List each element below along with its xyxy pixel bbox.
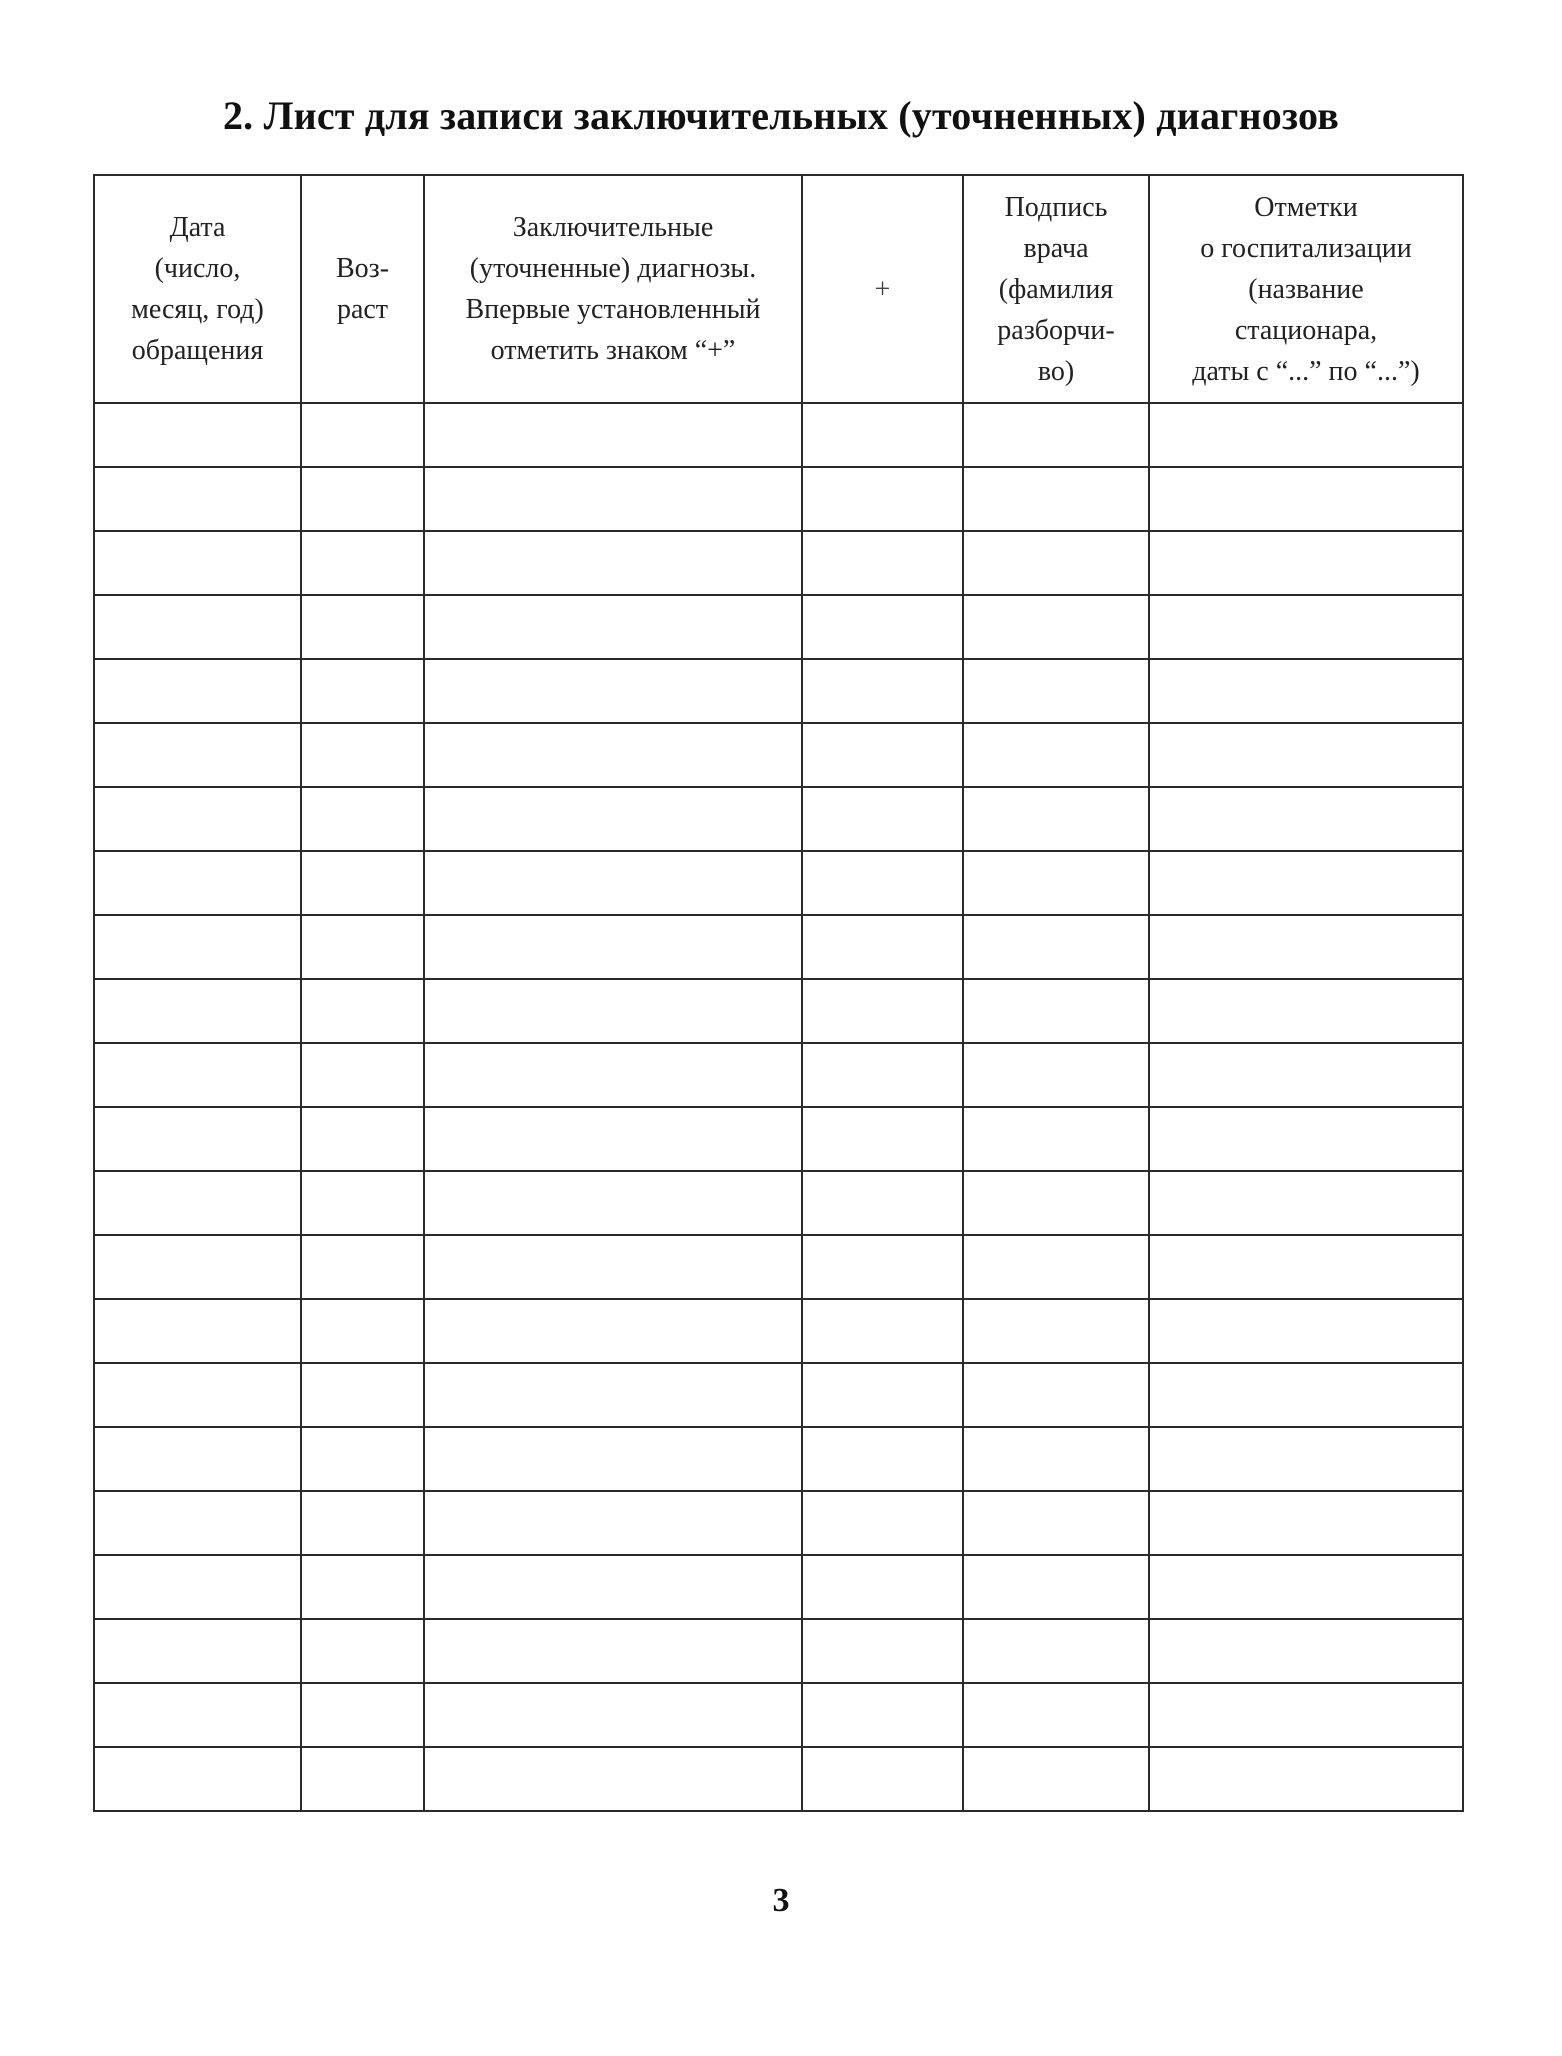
table-row — [94, 1747, 1463, 1811]
table-cell-date[interactable] — [94, 531, 301, 595]
table-row — [94, 1619, 1463, 1683]
table-cell-date[interactable] — [94, 1299, 301, 1363]
table-cell-signature[interactable] — [963, 851, 1149, 915]
table-cell-age[interactable] — [301, 659, 424, 723]
table-row — [94, 1555, 1463, 1619]
table-cell-age[interactable] — [301, 723, 424, 787]
table-cell-age[interactable] — [301, 1491, 424, 1555]
table-cell-hospitalization[interactable] — [1149, 1299, 1463, 1363]
page-title: 2. Лист для записи заключительных (уточненных) диагнозов — [222, 93, 1340, 138]
table-cell-date[interactable] — [94, 723, 301, 787]
table-header-row — [94, 175, 1463, 403]
table-row — [94, 1683, 1463, 1747]
table-cell-plus[interactable] — [802, 979, 963, 1043]
table-cell-diagnoses[interactable] — [424, 1043, 802, 1107]
table-cell-hospitalization[interactable] — [1149, 915, 1463, 979]
table-cell-plus[interactable] — [802, 1235, 963, 1299]
table-row — [94, 595, 1463, 659]
table-cell-hospitalization[interactable] — [1149, 1107, 1463, 1171]
table-cell-hospitalization[interactable] — [1149, 1747, 1463, 1811]
table-cell-age[interactable] — [301, 1555, 424, 1619]
table-cell-signature[interactable] — [963, 1491, 1149, 1555]
table-row — [94, 979, 1463, 1043]
table-cell-diagnoses[interactable] — [424, 531, 802, 595]
table-cell-hospitalization[interactable] — [1149, 979, 1463, 1043]
table-cell-signature[interactable] — [963, 1747, 1149, 1811]
table-cell-hospitalization[interactable] — [1149, 595, 1463, 659]
table-cell-age[interactable] — [301, 979, 424, 1043]
table-cell-age[interactable] — [301, 467, 424, 531]
table-cell-diagnoses[interactable] — [424, 1427, 802, 1491]
table-cell-hospitalization[interactable] — [1149, 1683, 1463, 1747]
table-cell-date[interactable] — [94, 1171, 301, 1235]
table-cell-date[interactable] — [94, 1747, 301, 1811]
column-header-plus: + — [802, 175, 963, 403]
table-cell-hospitalization[interactable] — [1149, 659, 1463, 723]
table-cell-diagnoses[interactable] — [424, 467, 802, 531]
table-cell-signature[interactable] — [963, 1299, 1149, 1363]
table-cell-plus[interactable] — [802, 915, 963, 979]
table-cell-date[interactable] — [94, 403, 301, 467]
table-row — [94, 851, 1463, 915]
table-cell-age[interactable] — [301, 1043, 424, 1107]
table-row — [94, 787, 1463, 851]
column-header-hospitalization: Отметки о госпитализации (название стационара, даты с “...” по “...”) — [1149, 175, 1463, 403]
table-cell-plus[interactable] — [802, 1171, 963, 1235]
table-cell-plus[interactable] — [802, 1363, 963, 1427]
table-row — [94, 1235, 1463, 1299]
table-cell-signature[interactable] — [963, 1043, 1149, 1107]
table-cell-plus[interactable] — [802, 1427, 963, 1491]
table-cell-diagnoses[interactable] — [424, 1171, 802, 1235]
table-cell-hospitalization[interactable] — [1149, 1363, 1463, 1427]
table-cell-date[interactable] — [94, 787, 301, 851]
table-cell-date[interactable] — [94, 1235, 301, 1299]
table-cell-age[interactable] — [301, 1619, 424, 1683]
table-row — [94, 1107, 1463, 1171]
table-cell-date[interactable] — [94, 1043, 301, 1107]
table-cell-date[interactable] — [94, 467, 301, 531]
table-row — [94, 915, 1463, 979]
table-cell-diagnoses[interactable] — [424, 1299, 802, 1363]
table-cell-signature[interactable] — [963, 787, 1149, 851]
table-cell-diagnoses[interactable] — [424, 1747, 802, 1811]
table-cell-plus[interactable] — [802, 1619, 963, 1683]
table-row — [94, 1299, 1463, 1363]
table-cell-signature[interactable] — [963, 1107, 1149, 1171]
table-cell-diagnoses[interactable] — [424, 659, 802, 723]
table-cell-signature[interactable] — [963, 1555, 1149, 1619]
table-cell-date[interactable] — [94, 851, 301, 915]
table-cell-diagnoses[interactable] — [424, 595, 802, 659]
table-cell-age[interactable] — [301, 403, 424, 467]
table-cell-age[interactable] — [301, 1171, 424, 1235]
table-cell-age[interactable] — [301, 1363, 424, 1427]
table-cell-diagnoses[interactable] — [424, 1491, 802, 1555]
table-cell-plus[interactable] — [802, 467, 963, 531]
table-cell-diagnoses[interactable] — [424, 723, 802, 787]
table-row — [94, 403, 1463, 467]
table-cell-plus[interactable] — [802, 1683, 963, 1747]
table-cell-diagnoses[interactable] — [424, 1683, 802, 1747]
table-cell-plus[interactable] — [802, 723, 963, 787]
table-cell-signature[interactable] — [963, 1683, 1149, 1747]
table-cell-hospitalization[interactable] — [1149, 1043, 1463, 1107]
table-cell-diagnoses[interactable] — [424, 851, 802, 915]
table-cell-diagnoses[interactable] — [424, 1555, 802, 1619]
table-row — [94, 1171, 1463, 1235]
table-cell-date[interactable] — [94, 659, 301, 723]
table-cell-signature[interactable] — [963, 1619, 1149, 1683]
table-cell-hospitalization[interactable] — [1149, 467, 1463, 531]
table-cell-diagnoses[interactable] — [424, 1363, 802, 1427]
column-header-age: Воз- раст — [301, 175, 424, 403]
table-cell-signature[interactable] — [963, 915, 1149, 979]
column-header-signature: Подпись врача (фамилия разборчи- во) — [963, 175, 1149, 403]
table-cell-diagnoses[interactable] — [424, 1235, 802, 1299]
table-cell-age[interactable] — [301, 595, 424, 659]
table-cell-hospitalization[interactable] — [1149, 1235, 1463, 1299]
table-cell-age[interactable] — [301, 1747, 424, 1811]
table-cell-signature[interactable] — [963, 1171, 1149, 1235]
table-cell-signature[interactable] — [963, 1235, 1149, 1299]
table-cell-diagnoses[interactable] — [424, 915, 802, 979]
table-cell-date[interactable] — [94, 1363, 301, 1427]
table-cell-age[interactable] — [301, 787, 424, 851]
table-cell-plus[interactable] — [802, 595, 963, 659]
table-cell-signature[interactable] — [963, 723, 1149, 787]
table-cell-signature[interactable] — [963, 659, 1149, 723]
table-cell-date[interactable] — [94, 1619, 301, 1683]
table-cell-diagnoses[interactable] — [424, 1619, 802, 1683]
diagnoses-table — [93, 174, 1464, 1812]
table-row — [94, 1363, 1463, 1427]
column-header-diagnoses: Заключительные (уточненные) диагнозы. Впервые установленный отметить знаком “+” — [424, 175, 802, 403]
table-cell-plus[interactable] — [802, 1555, 963, 1619]
table-cell-date[interactable] — [94, 1107, 301, 1171]
table-row — [94, 467, 1463, 531]
table-cell-age[interactable] — [301, 1107, 424, 1171]
table-cell-date[interactable] — [94, 1491, 301, 1555]
table-cell-date[interactable] — [94, 979, 301, 1043]
table-body — [94, 403, 1463, 1811]
table-cell-plus[interactable] — [802, 659, 963, 723]
table-cell-age[interactable] — [301, 531, 424, 595]
table-cell-plus[interactable] — [802, 787, 963, 851]
table-cell-diagnoses[interactable] — [424, 979, 802, 1043]
page-number: 3 — [772, 1882, 790, 1919]
table-cell-plus[interactable] — [802, 531, 963, 595]
table-cell-hospitalization[interactable] — [1149, 1427, 1463, 1491]
table-cell-age[interactable] — [301, 1299, 424, 1363]
table-cell-date[interactable] — [94, 1683, 301, 1747]
table-cell-signature[interactable] — [963, 403, 1149, 467]
table-cell-hospitalization[interactable] — [1149, 531, 1463, 595]
table-cell-date[interactable] — [94, 595, 301, 659]
table-cell-diagnoses[interactable] — [424, 787, 802, 851]
table-row — [94, 723, 1463, 787]
table-cell-plus[interactable] — [802, 1107, 963, 1171]
table-cell-signature[interactable] — [963, 979, 1149, 1043]
table-cell-hospitalization[interactable] — [1149, 1555, 1463, 1619]
table-cell-signature[interactable] — [963, 1363, 1149, 1427]
table-cell-age[interactable] — [301, 1427, 424, 1491]
table-row — [94, 1043, 1463, 1107]
table-cell-hospitalization[interactable] — [1149, 1171, 1463, 1235]
table-cell-age[interactable] — [301, 1683, 424, 1747]
table-row — [94, 531, 1463, 595]
table-cell-plus[interactable] — [802, 1299, 963, 1363]
table-cell-date[interactable] — [94, 915, 301, 979]
table-row — [94, 1427, 1463, 1491]
table-cell-date[interactable] — [94, 1555, 301, 1619]
table-row — [94, 659, 1463, 723]
table-cell-plus[interactable] — [802, 851, 963, 915]
table-cell-age[interactable] — [301, 1235, 424, 1299]
table-cell-hospitalization[interactable] — [1149, 723, 1463, 787]
table-cell-diagnoses[interactable] — [424, 403, 802, 467]
table-cell-age[interactable] — [301, 851, 424, 915]
table-cell-signature[interactable] — [963, 531, 1149, 595]
table-cell-age[interactable] — [301, 915, 424, 979]
table-cell-plus[interactable] — [802, 1043, 963, 1107]
table-cell-signature[interactable] — [963, 1427, 1149, 1491]
table-cell-hospitalization[interactable] — [1149, 787, 1463, 851]
table-cell-hospitalization[interactable] — [1149, 851, 1463, 915]
table-cell-date[interactable] — [94, 1427, 301, 1491]
table-row — [94, 1491, 1463, 1555]
table-cell-plus[interactable] — [802, 1491, 963, 1555]
table-cell-hospitalization[interactable] — [1149, 403, 1463, 467]
table-cell-plus[interactable] — [802, 1747, 963, 1811]
table-cell-plus[interactable] — [802, 403, 963, 467]
column-header-date: Дата (число, месяц, год) обращения — [94, 175, 301, 403]
table-cell-hospitalization[interactable] — [1149, 1491, 1463, 1555]
table-cell-hospitalization[interactable] — [1149, 1619, 1463, 1683]
table-cell-signature[interactable] — [963, 595, 1149, 659]
table-cell-signature[interactable] — [963, 467, 1149, 531]
table-cell-diagnoses[interactable] — [424, 1107, 802, 1171]
